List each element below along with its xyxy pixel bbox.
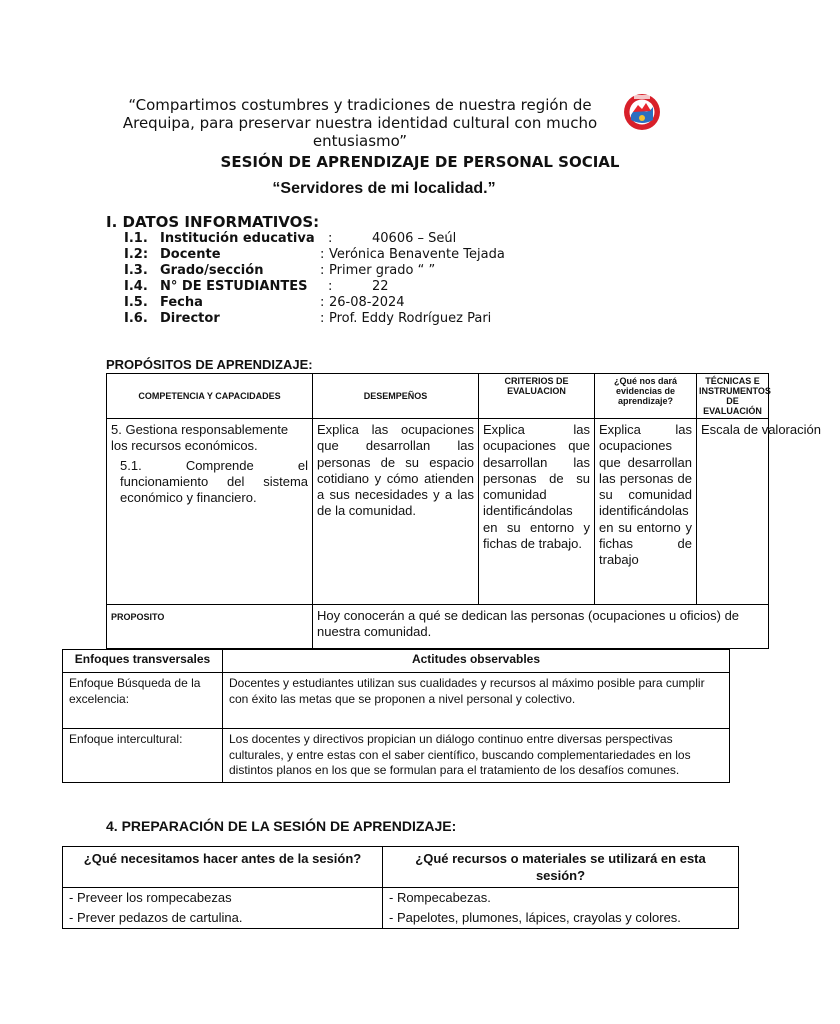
header-actitudes: Actitudes observables xyxy=(223,650,730,673)
cell-tecnica: Escala de valoración xyxy=(697,419,769,605)
cell-desempeno: Explica las ocupaciones que desarrollan las personas de su espacio cotidiano y cómo atienden a sus necesidades y a las de la comunidad. xyxy=(313,419,479,605)
cell-antes xyxy=(63,888,383,929)
cell-competencia xyxy=(107,419,313,605)
session-subtitle: “Servidores de mi localidad.” xyxy=(272,180,496,197)
list-item: - Preveer los rompecabezas xyxy=(69,890,232,905)
cell-evidencia: Explica las ocupaciones que desarrollan las personas de su comunidad identificándolas en su entorno y fichas de trabajo xyxy=(595,419,697,605)
preparacion-table xyxy=(62,846,739,929)
header-antes: ¿Qué necesitamos hacer antes de la sesión? xyxy=(63,847,383,888)
header-tecnicas: TÉCNICAS E INSTRUMENTOS DE EVALUACIÓN xyxy=(697,374,769,419)
cell-proposito-label: PROPOSITO xyxy=(107,605,313,649)
school-emblem-icon xyxy=(622,92,662,132)
section-heading-propositos: PROPÓSITOS DE APRENDIZAJE: xyxy=(106,357,313,372)
cell-criterio: Explica las ocupaciones que desarrollan las personas de su comunidad identificándolas en su entorno y fichas de trabajo. xyxy=(479,419,595,605)
cell-proposito-text: Hoy conocerán a qué se dedican las personas (ocupaciones u oficios) de nuestra comunidad. xyxy=(313,605,769,649)
actitud-text: Los docentes y directivos propician un diálogo continuo entre diversas perspectivas culturales, y entre estas con el saber científico, buscando complementariedades en los distintos planos en los que se formulan para el tratamiento de los desafíos comunes. xyxy=(223,729,730,783)
list-item: - Rompecabezas. xyxy=(389,890,491,905)
actitud-text: Docentes y estudiantes utilizan sus cualidades y recursos al máximo posible para cumplir con éxito las metas que se proponen a nivel personal y colectivo. xyxy=(223,673,730,729)
propositos-table xyxy=(106,373,821,649)
header-criterios: CRITERIOS DE EVALUACION xyxy=(479,374,595,419)
cell-recursos xyxy=(383,888,739,929)
header-enfoques: Enfoques transversales xyxy=(63,650,223,673)
header-competencia: COMPETENCIA Y CAPACIDADES xyxy=(107,374,313,419)
session-title: SESIÓN DE APRENDIZAJE DE PERSONAL SOCIAL xyxy=(220,153,620,171)
section-heading-datos: I. DATOS INFORMATIVOS: xyxy=(106,213,320,231)
header-evidencias: ¿Qué nos dará evidencias de aprendizaje? xyxy=(595,374,697,419)
header-desempenos: DESEMPEÑOS xyxy=(313,374,479,419)
institutional-motto: “Compartimos costumbres y tradiciones de nuestra región de Arequipa, para preservar nuestra identidad cultural con mucho entusiasmo” xyxy=(122,96,598,150)
capacidad-text: 5.1. Comprende el funcionamiento del sistema económico y financiero. xyxy=(120,457,308,506)
enfoque-name: Enfoque intercultural: xyxy=(63,729,223,783)
header-recursos: ¿Qué recursos o materiales se utilizará en esta sesión? xyxy=(383,847,739,888)
list-item: - Prever pedazos de cartulina. xyxy=(69,910,243,925)
enfoque-name: Enfoque Búsqueda de la excelencia: xyxy=(63,673,223,729)
enfoques-table xyxy=(62,649,730,783)
section-heading-preparacion: 4. PREPARACIÓN DE LA SESIÓN DE APRENDIZAJE: xyxy=(106,818,457,834)
competencia-text: 5. Gestiona responsablemente los recursos económicos. xyxy=(111,422,289,454)
list-item: - Papelotes, plumones, lápices, crayolas y colores. xyxy=(389,910,681,925)
